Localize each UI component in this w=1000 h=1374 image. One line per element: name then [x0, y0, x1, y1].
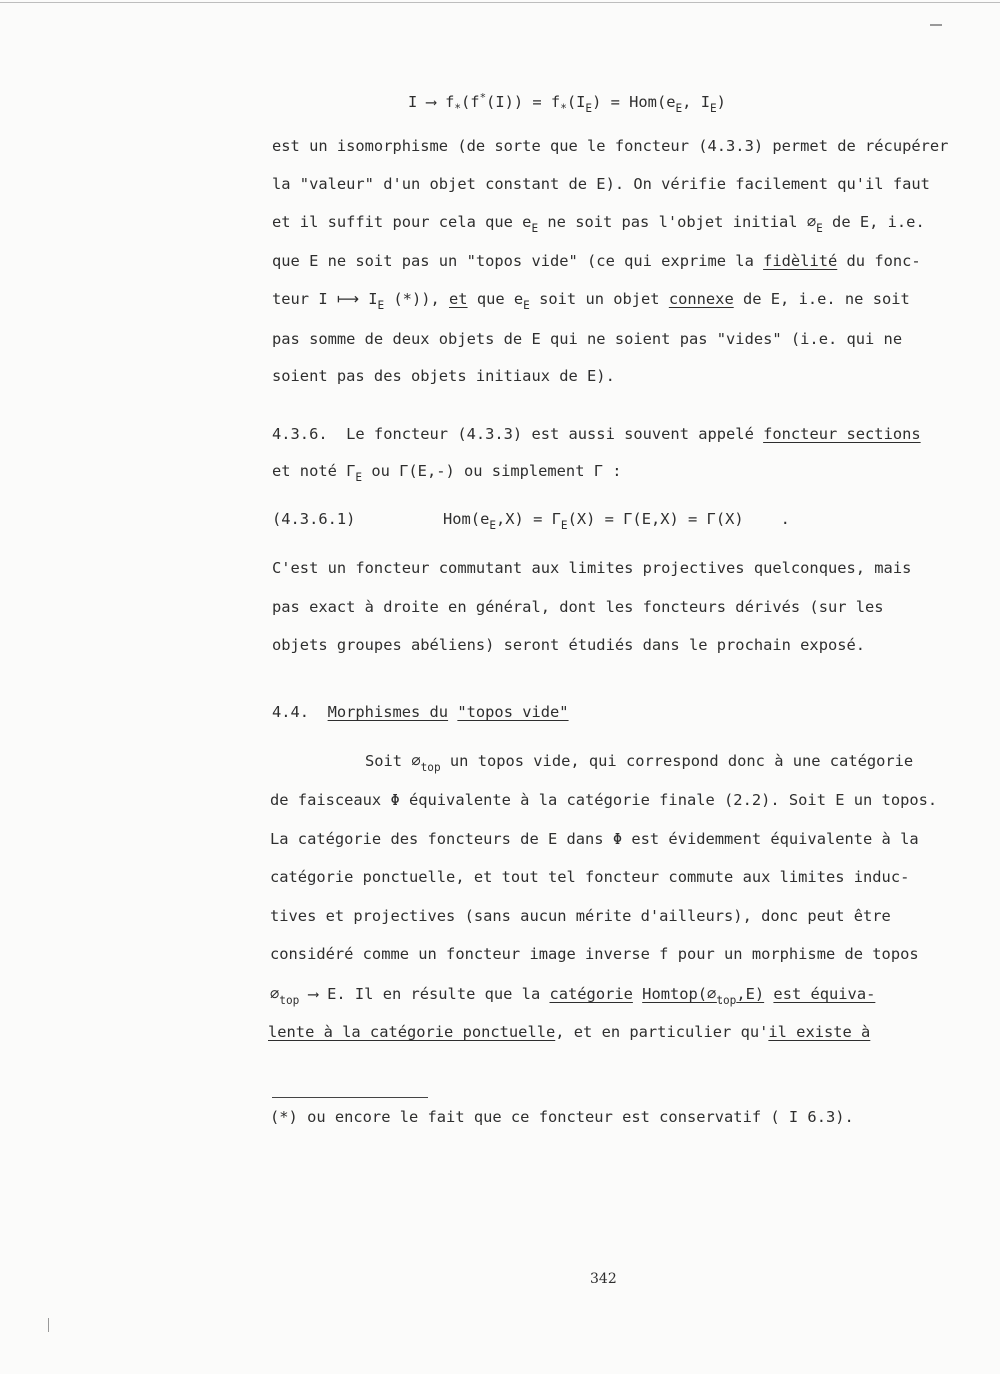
sec44-line3: La catégorie des foncteurs de E dans Φ est évidemment équivalente à la	[270, 830, 919, 848]
para1-line4: que E ne soit pas un "topos vide" (ce qui exprime la fidèlité du fonc-	[272, 252, 921, 270]
sec44-line4: catégorie ponctuelle, et tout tel foncteur commute aux limites induc-	[270, 868, 910, 886]
sec436-line4: pas exact à droite en général, dont les foncteurs dérivés (sur les	[272, 598, 884, 616]
para1-line7: soient pas des objets initiaux de E).	[272, 367, 615, 385]
sec436-line1: 4.3.6. Le foncteur (4.3.3) est aussi souvent appelé foncteur sections	[272, 425, 921, 443]
sec436-line5: objets groupes abéliens) seront étudiés dans le prochain exposé.	[272, 636, 866, 654]
formula-top: I ⟶ $f_*(f^*(I)) = f_*(I_E) = Hom(e_E$, $I_E$)	[408, 91, 726, 116]
equation-4-3-6-1: $Hom(e_E,X) = \Gamma_E(X) = \Gamma(E,X) = \Gamma(X)$ .	[443, 510, 790, 532]
sec44-line7: $\emptyset_{top}$ ⟶ E. Il en résulte que la catégorie $Homtop(\emptyset_{top},E)$ est équiva-	[270, 985, 876, 1007]
scan-speck	[48, 1318, 49, 1332]
scan-speck	[930, 24, 942, 26]
para1-line3: et il suffit pour cela que $e_E$ ne soit pas l'objet initial $\emptyset_E$ de E, i.e.	[272, 213, 925, 235]
para1-line5: teur I ⟼ $I_E$ (*)), et que $e_E$ soit un objet connexe de E, i.e. ne soit	[272, 290, 910, 312]
para1-line1: est un isomorphisme (de sorte que le foncteur (4.3.3) permet de récupérer	[272, 137, 949, 155]
sec44-line1: Soit $\emptyset_{top}$ un topos vide, qui correspond donc à une catégorie	[365, 752, 914, 774]
sec44-line2: de faisceaux Φ équivalente à la catégorie finale (2.2). Soit E un topos.	[270, 791, 938, 809]
page-top-edge	[0, 2, 1000, 3]
page-number: 342	[590, 1271, 617, 1287]
sec436-line2: et noté $\Gamma_E$ ou Γ(E,-) ou simplement Γ :	[272, 462, 622, 484]
para1-line2: la "valeur" d'un objet constant de E). On vérifie facilement qu'il faut	[272, 175, 930, 193]
sec44-line5: tives et projectives (sans aucun mérite d'ailleurs), donc peut être	[270, 907, 891, 925]
equation-label: (4.3.6.1)	[272, 510, 356, 528]
sec44-heading: 4.4. Morphismes du "topos vide"	[272, 703, 569, 721]
sec44-line8: lente à la catégorie ponctuelle, et en particulier qu'il existe à	[268, 1023, 871, 1041]
footnote-rule	[272, 1097, 428, 1098]
footnote: (*) ou encore le fait que ce foncteur est conservatif ( I 6.3).	[270, 1108, 854, 1126]
sec436-line3: C'est un foncteur commutant aux limites projectives quelconques, mais	[272, 559, 912, 577]
sec44-line6: considéré comme un foncteur image inverse f pour un morphisme de topos	[270, 945, 919, 963]
para1-line6: pas somme de deux objets de E qui ne soient pas "vides" (i.e. qui ne	[272, 330, 903, 348]
